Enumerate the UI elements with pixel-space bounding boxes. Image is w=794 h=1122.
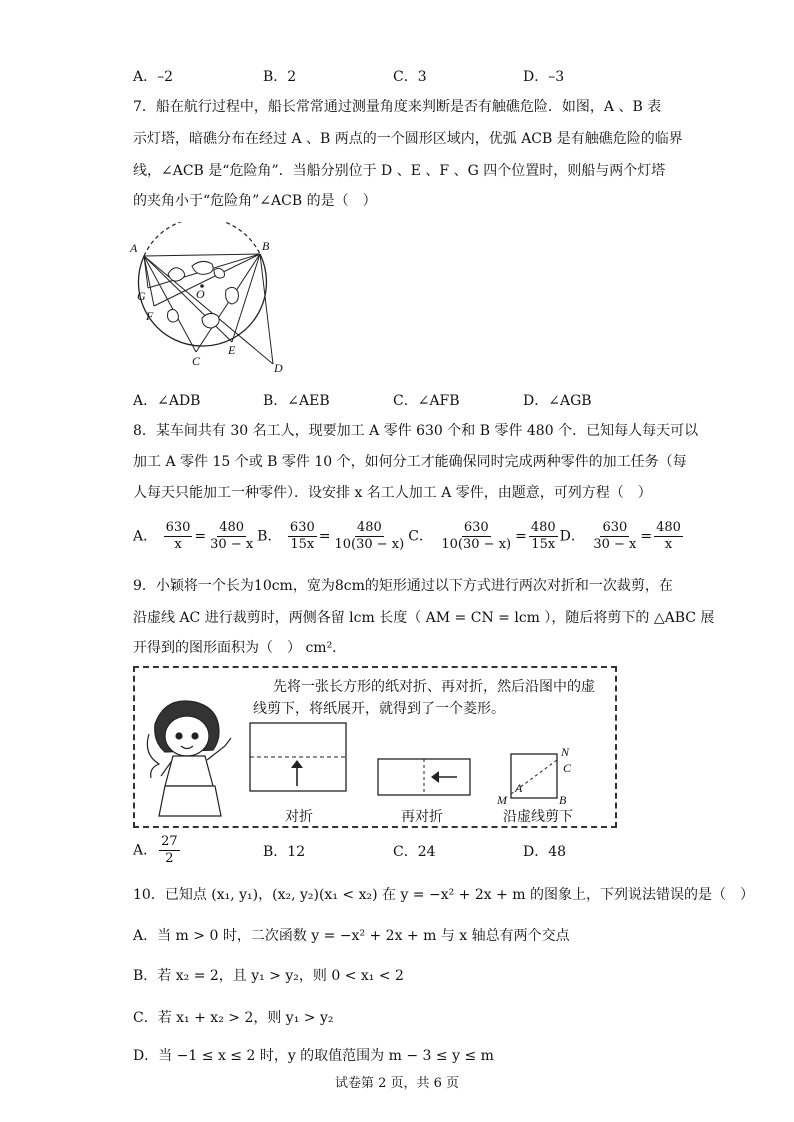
q7-option-b[interactable]: B．∠AEB (263, 393, 330, 409)
q7-label-e: E (228, 343, 236, 357)
q9-options (133, 834, 653, 867)
fold-label-a: A (515, 781, 523, 795)
q7-label-b: B (262, 239, 270, 253)
fold-step-3 (495, 746, 595, 806)
q9-line-3: 开得到的图形面积为（ ） cm²． (133, 640, 347, 656)
q7-label-o: O (196, 287, 205, 301)
frac-num: 480 (356, 520, 382, 535)
fold-label-m: M (497, 793, 507, 806)
frac-den: 10(30 − x) (334, 537, 405, 552)
q9-option-a-label: A． (133, 842, 158, 859)
fraction (332, 520, 406, 553)
q6-option-d[interactable]: D．–3 (523, 69, 565, 85)
q7-line-2: 示灯塔，暗礁分布在经过 A 、B 两点的一个圆形区域内，优弧 ACB 是有触礁危险的临界 (133, 131, 683, 147)
fold-step-1 (249, 722, 349, 794)
frac-den: 30 − x (593, 537, 637, 552)
q7-line-3: 线，∠ACB 是“危险角”．当船分别位于 D 、E 、F 、G 四个位置时，则船与两个灯塔 (133, 163, 666, 179)
q8-option-b-label: B． (257, 528, 282, 545)
q10-option-b[interactable]: B．若 x₂ = 2，且 y₁ > y₂，则 0 < x₁ < 2 (133, 968, 404, 984)
frac-den: 2 (165, 851, 174, 866)
q9-line-1: 9．小颖将一个长为10cm，宽为8cm的矩形通过以下方式进行两次对折和一次裁剪，在 (133, 578, 673, 594)
q8-option-d-label: D． (559, 528, 585, 545)
q7-option-c[interactable]: C．∠AFB (393, 393, 460, 409)
q7-line-4: 的夹角小于“危险角”∠ACB 的是（ ） (133, 193, 377, 209)
q8-options (133, 520, 681, 553)
q8-option-a[interactable]: A． $\frac{630}{x}$ = $\frac{480}{30 - x}$ (133, 520, 254, 552)
fraction (208, 520, 255, 553)
q7-options (133, 390, 653, 410)
caption-cut: 沿虚线剪下 (503, 809, 573, 825)
q9-option-d[interactable]: D．48 (523, 843, 567, 860)
fraction (439, 520, 513, 553)
fraction (159, 834, 180, 867)
q9-option-c[interactable]: C．24 (393, 843, 436, 860)
q6-option-b[interactable]: B．2 (263, 69, 297, 85)
frac-num: 480 (656, 520, 681, 535)
q10-option-c[interactable]: C．若 x₁ + x₂ > 2，则 y₁ > y₂ (133, 1010, 334, 1026)
fold-label-n: N (561, 746, 570, 759)
fraction (591, 520, 638, 553)
caption-fold-again: 再对折 (401, 809, 443, 825)
frac-den: x (174, 537, 182, 552)
frac-den: x (664, 537, 673, 552)
q6-options (133, 66, 653, 86)
q8-line-2: 加工 A 零件 15 个或 B 零件 10 个，如何分工才能确保同时完成两种零件的加工任务（每 (133, 454, 687, 470)
q8-line-3: 人每天只能加工一种零件）．设安排 x 名工人加工 A 零件，由题意，可列方程（ ） (133, 485, 652, 501)
caption-fold: 对折 (285, 809, 313, 825)
q6-option-a[interactable]: A．–2 (133, 69, 174, 85)
q7-label-a: A (130, 241, 138, 255)
frac-num: 630 (602, 520, 628, 535)
frac-den: 15x (531, 537, 556, 552)
q8-line-1: 8．某车间共有 30 名工人，现要加工 A 零件 630 个和 B 零件 480 个．已知每人每天可以 (133, 423, 699, 439)
q7-figure (128, 222, 298, 374)
q9-box-text-2: 线剪下，将纸展开，就得到了一个菱形。 (253, 701, 505, 717)
q10-stem: 10．已知点 (x₁, y₁)，(x₂, y₂)(x₁ < x₂) 在 y = −x² + 2x + m 的图象上，下列说法错误的是（ ） (133, 887, 755, 903)
q9-option-a[interactable] (133, 834, 263, 867)
q7-label-g: G (137, 289, 146, 303)
q7-label-d: D (274, 361, 283, 374)
q9-illustration-box (133, 666, 617, 828)
frac-num: 630 (165, 520, 191, 535)
q10-option-a[interactable]: A．当 m > 0 时，二次函数 y = −x² + 2x + m 与 x 轴总有两个交点 (133, 928, 570, 944)
frac-num: 630 (289, 520, 315, 535)
q9-line-2: 沿虚线 AC 进行裁剪时，两侧各留 lcm 长度（ AM = CN = lcm ），随后将剪下的 △ABC 展 (133, 610, 715, 626)
q7-label-c: C (192, 354, 201, 368)
q7-option-a[interactable]: A．∠ADB (133, 393, 201, 409)
fraction (164, 520, 193, 553)
q10-option-d[interactable]: D．当 −1 ≤ x ≤ 2 时，y 的取值范围为 m − 3 ≤ y ≤ m (133, 1048, 494, 1064)
fraction (529, 520, 558, 553)
frac-num: 480 (219, 520, 245, 535)
q8-option-d[interactable]: D． $\frac{630}{30 - x}$ = $\frac{480}{x}$ (559, 520, 681, 552)
frac-den: 15x (290, 537, 315, 552)
q8-option-b[interactable]: B． $\frac{630}{15x}$ = $\frac{480}{10(30 - x)}$ (257, 520, 405, 552)
q9-option-b[interactable]: B．12 (263, 843, 306, 860)
frac-num: 27 (161, 834, 178, 849)
fold-label-c: C (563, 761, 572, 775)
frac-num: 480 (530, 520, 556, 535)
q7-label-f: F (146, 309, 154, 323)
fraction (288, 520, 317, 553)
girl-illustration (141, 694, 241, 824)
fraction (654, 520, 683, 553)
page-footer: 试卷第 2 页，共 6 页 (334, 1076, 460, 1091)
frac-den: 30 − x (210, 537, 254, 552)
q6-option-c[interactable]: C．3 (393, 69, 427, 85)
q8-option-c-label: C． (408, 528, 433, 545)
frac-num: 630 (463, 520, 489, 535)
q9-box-text-1: 先将一张长方形的纸对折、再对折，然后沿图中的虚 (273, 679, 595, 695)
q8-option-c[interactable]: C． $\frac{630}{10(30 - x)}$ = $\frac{480}{15x}$ (408, 520, 556, 552)
fold-label-b: B (559, 793, 567, 806)
frac-den: 10(30 − x) (441, 537, 512, 552)
q8-option-a-label: A． (133, 528, 158, 545)
fold-step-2 (377, 758, 473, 798)
q7-line-1: 7．船在航行过程中，船长常常通过测量角度来判断是否有触礁危险．如图，A 、B 表 (133, 99, 662, 115)
q7-option-d[interactable]: D．∠AGB (523, 393, 592, 409)
